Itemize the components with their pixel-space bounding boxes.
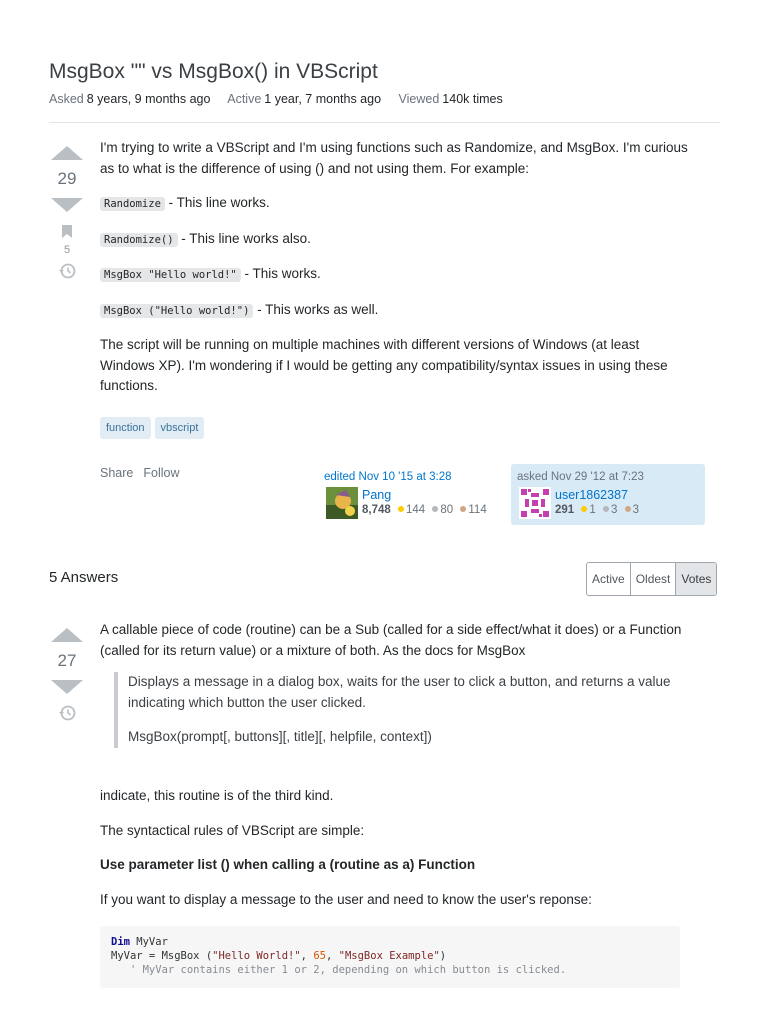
history-icon[interactable] bbox=[49, 704, 85, 727]
inline-code: MsgBox "Hello world!" bbox=[100, 268, 241, 282]
viewed-label: Viewed bbox=[398, 92, 440, 106]
post-menu bbox=[100, 466, 179, 480]
answer-vote-count: 27 bbox=[57, 651, 77, 670]
question-intro: I'm trying to write a VBScript and I'm using functions such as Randomize, and MsgBox. I'm curious as to what is the difference of using () and not using them. For example: bbox=[100, 140, 688, 176]
edited-timestamp[interactable]: edited Nov 10 '15 at 3:28 bbox=[324, 471, 452, 483]
active-value[interactable]: 1 year, 7 months ago bbox=[264, 92, 382, 106]
bold-rule-text: Use parameter list () when calling a (routine as a) Function bbox=[100, 857, 476, 872]
quote-text: Displays a message in a dialog box, waits for the user to click a button, and returns a value indicating which button the user clicked. bbox=[128, 674, 671, 710]
asked-value[interactable]: 8 years, 9 months ago bbox=[86, 92, 211, 106]
question-votecell bbox=[49, 146, 85, 285]
code-number: 65 bbox=[313, 950, 326, 962]
silver-count: 3 bbox=[611, 504, 618, 516]
example-text: - This works. bbox=[240, 266, 321, 281]
bronze-count: 3 bbox=[632, 504, 640, 516]
example-3 bbox=[100, 264, 690, 286]
downvote-arrow-icon[interactable] bbox=[51, 680, 83, 694]
silver-badge-icon bbox=[432, 506, 438, 512]
bookmark-count: 5 bbox=[63, 244, 71, 256]
follow-link[interactable]: Follow bbox=[143, 466, 180, 480]
answers-count-header: 5 Answers bbox=[49, 569, 119, 586]
code-string: "MsgBox Example" bbox=[338, 950, 440, 962]
upvote-arrow-icon[interactable] bbox=[51, 628, 83, 642]
answer-body-rest bbox=[100, 786, 690, 924]
code-keyword: Dim bbox=[111, 936, 130, 948]
downvote-arrow-icon[interactable] bbox=[51, 198, 83, 212]
rep-score: 8,748 bbox=[362, 504, 391, 516]
sort-tab-active[interactable]: Active bbox=[587, 563, 631, 595]
sort-tab-oldest[interactable]: Oldest bbox=[631, 563, 677, 595]
answer-rules: The syntactical rules of VBScript are simple: bbox=[100, 822, 365, 838]
code-text: MyVar = MsgBox ( bbox=[111, 950, 213, 962]
bronze-badge-icon bbox=[625, 506, 631, 512]
code-text: , bbox=[325, 950, 339, 962]
code-text: ) bbox=[439, 950, 447, 962]
editor-name[interactable]: Pang bbox=[362, 488, 392, 502]
example-1 bbox=[100, 193, 690, 215]
inline-code: Randomize() bbox=[100, 233, 178, 247]
rep-score: 291 bbox=[555, 504, 575, 516]
inline-code: Randomize bbox=[100, 197, 165, 211]
question-vote-count: 29 bbox=[57, 169, 77, 188]
viewed-value: 140k times bbox=[442, 92, 503, 106]
gold-badge-icon bbox=[581, 506, 587, 512]
answer-intro: A callable piece of code (routine) can be a Sub (called for a side effect/what it does) or a Function (called for its return value) or a mixture of both. As the docs for MsgBox bbox=[100, 622, 682, 658]
active-label: Active bbox=[227, 92, 262, 106]
question-meta bbox=[49, 90, 517, 108]
answer-display: If you want to display a message to the user and need to know the user's reponse: bbox=[100, 891, 592, 907]
editor-reputation bbox=[362, 504, 487, 516]
example-text: - This line works. bbox=[164, 195, 270, 210]
answer-blockquote bbox=[114, 672, 684, 748]
upvote-arrow-icon[interactable] bbox=[51, 146, 83, 160]
tag-list bbox=[100, 417, 204, 439]
code-comment: ' MyVar contains either 1 or 2, depending on which button is clicked. bbox=[111, 964, 567, 976]
inline-code: MsgBox ("Hello world!") bbox=[100, 304, 253, 318]
tag-vbscript[interactable]: vbscript bbox=[155, 417, 205, 439]
asked-label: Asked bbox=[49, 92, 84, 106]
question-body bbox=[100, 138, 690, 411]
code-text: , bbox=[300, 950, 314, 962]
asker-name[interactable]: user1862387 bbox=[555, 488, 628, 502]
asker-reputation bbox=[555, 504, 639, 516]
sort-tab-votes[interactable]: Votes bbox=[676, 563, 716, 595]
asked-timestamp[interactable]: asked Nov 29 '12 at 7:23 bbox=[517, 471, 644, 483]
answer-votecell bbox=[49, 628, 85, 727]
example-2 bbox=[100, 229, 690, 251]
share-link[interactable]: Share bbox=[100, 466, 134, 480]
answer-body-intro bbox=[100, 620, 690, 675]
example-4 bbox=[100, 300, 690, 322]
code-text: MyVar bbox=[129, 936, 168, 948]
quote-signature: MsgBox(prompt[, buttons][, title][, helpfile, context]) bbox=[128, 729, 432, 744]
editor-avatar[interactable] bbox=[326, 487, 358, 519]
asker-card bbox=[511, 464, 705, 525]
question-title[interactable]: MsgBox "" vs MsgBox() in VBScript bbox=[49, 60, 378, 83]
gold-count: 1 bbox=[589, 504, 596, 516]
header-divider bbox=[49, 122, 720, 123]
history-icon[interactable] bbox=[49, 262, 85, 285]
answer-bold-rule bbox=[100, 855, 690, 876]
bronze-badge-icon bbox=[460, 506, 466, 512]
example-text: - This works as well. bbox=[253, 301, 379, 317]
bookmark-icon[interactable] bbox=[49, 224, 85, 244]
question-closing: The script will be running on multiple machines with different versions of Windows (at least Windows XP). I'm wondering if I would be getting any compatibility/syntax issues in using these functions. bbox=[100, 337, 668, 393]
silver-badge-icon bbox=[603, 506, 609, 512]
gold-count: 144 bbox=[405, 504, 426, 516]
tag-function[interactable]: function bbox=[100, 417, 151, 439]
asker-avatar[interactable] bbox=[519, 487, 551, 519]
example-text: - This line works also. bbox=[177, 230, 311, 246]
answer-indicate: indicate, this routine is of the third kind. bbox=[100, 788, 334, 803]
editor-card bbox=[318, 464, 512, 525]
bronze-count: 114 bbox=[468, 504, 487, 516]
gold-badge-icon bbox=[398, 506, 404, 512]
code-string: "Hello World!" bbox=[212, 950, 301, 962]
answer-sort-tabs bbox=[586, 562, 717, 596]
silver-count: 80 bbox=[440, 504, 454, 516]
code-block bbox=[100, 926, 680, 988]
